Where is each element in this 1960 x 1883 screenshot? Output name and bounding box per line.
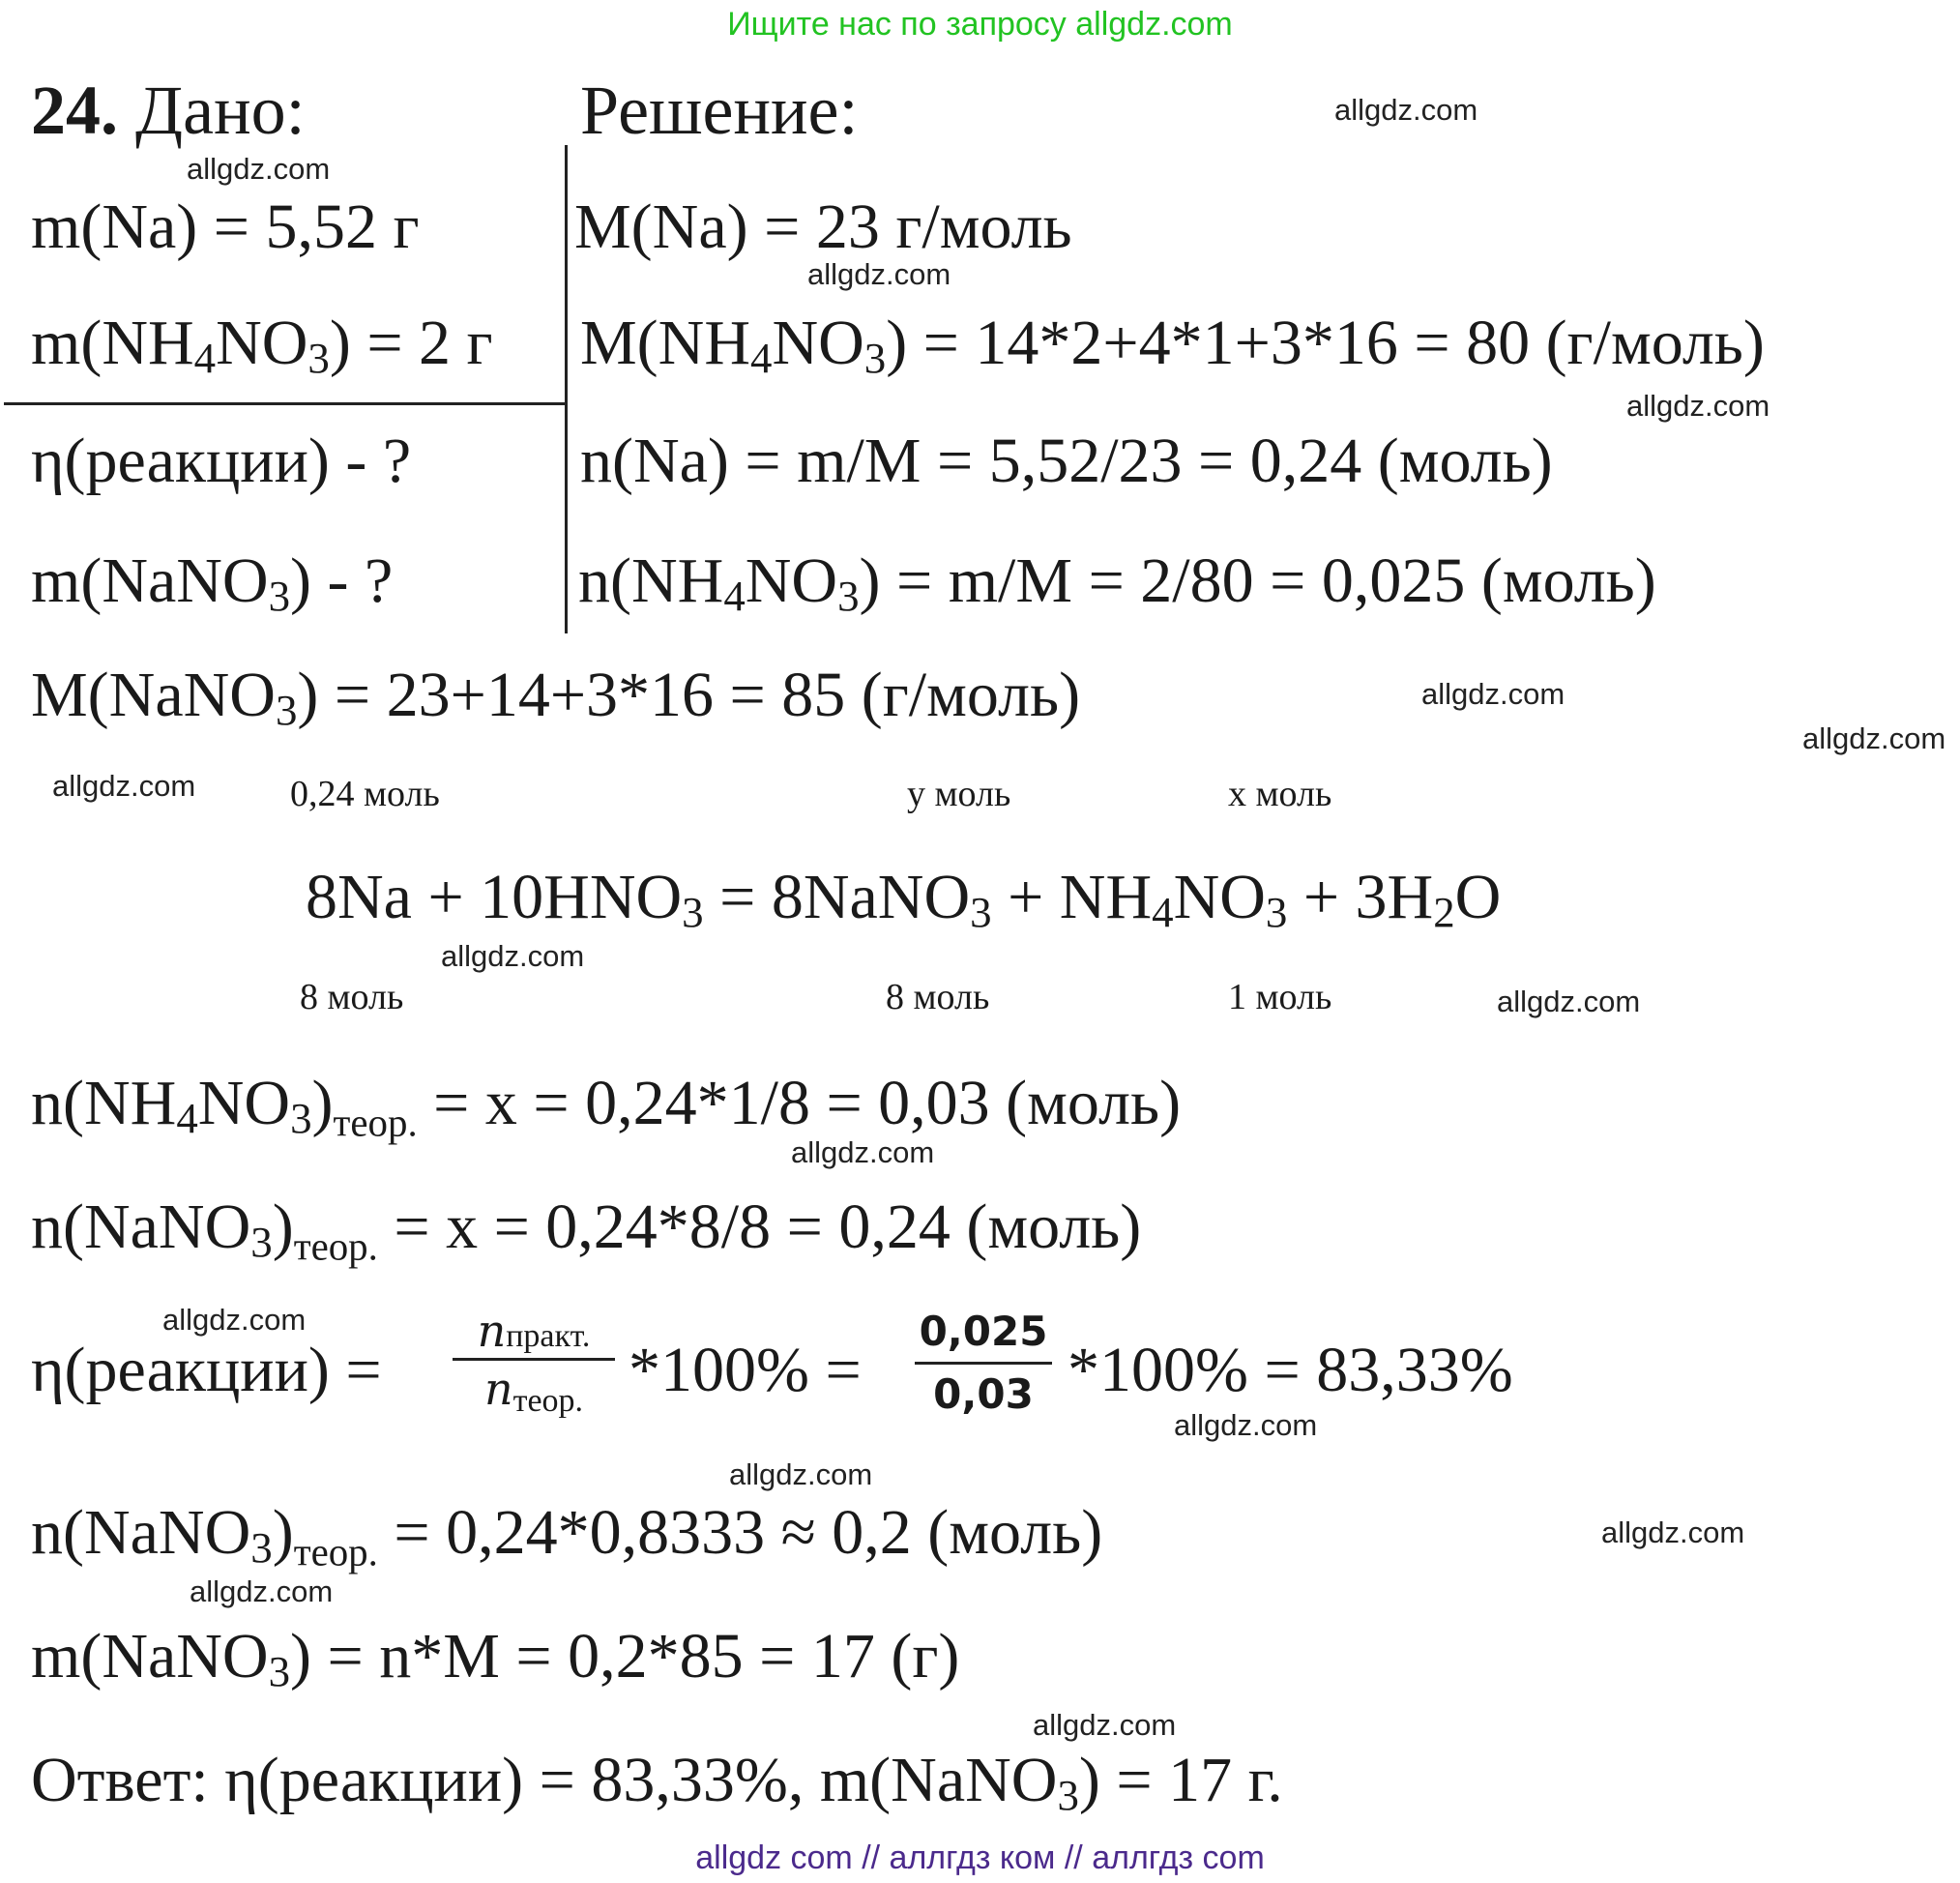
eq-below-na: 8 моль (300, 977, 404, 1017)
molar-mass-na: M(Na) = 23 г/моль (574, 191, 1072, 262)
eq-above-na: 0,24 моль (290, 774, 440, 814)
eta-result: *100% = 83,33% (1068, 1335, 1513, 1405)
mass-nano3: m(NaNO$_3$) = n*M = 0,2*85 = 17 (г) (31, 1621, 960, 1695)
header-search-link[interactable]: Ищите нас по запросу allgdz.com (727, 6, 1233, 43)
given-unknowns-divider (4, 402, 567, 405)
eta-lhs: η(реакции) = (31, 1335, 382, 1405)
given-label: Дано: (135, 72, 306, 149)
eq-below-nh4no3: 1 моль (1228, 977, 1332, 1017)
moles-na: n(Na) = m/M = 5,52/23 = 0,24 (моль) (580, 426, 1553, 496)
theoretical-moles-nano3: n(NaNO$_3$)теор. = x = 0,24*8/8 = 0,24 (моль) (31, 1192, 1142, 1269)
eta-mult-1: *100% = (629, 1335, 862, 1405)
watermark: allgdz.com (1334, 93, 1478, 127)
answer-line: Ответ: η(реакции) = 83,33%, m(NaNO$_3$) = 17 г. (31, 1745, 1283, 1819)
watermark: allgdz.com (1174, 1408, 1318, 1442)
watermark: allgdz.com (1033, 1708, 1177, 1742)
given-m-na: m(Na) = 5,52 г (31, 191, 420, 262)
practical-moles-nano3: n(NaNO$_3$)теор. = 0,24*0,8333 ≈ 0,2 (моль) (31, 1497, 1103, 1574)
problem-heading (31, 72, 306, 149)
unknown-eta: η(реакции) - ? (31, 426, 412, 496)
molar-mass-nh4no3: $M(NH_4NO_3) = 14*2+4*1+3*16 = 80$ (г/моль) (580, 308, 1765, 382)
given-m-nh4no3: $m(NH_4NO_3) = 2$ г (31, 308, 493, 382)
yield-fraction-numeric: 0,025 0,03 (915, 1311, 1052, 1415)
moles-nh4no3: $n(NH_4NO_3) = m/M = 2/80 = 0,025$ (моль) (578, 545, 1656, 620)
given-solution-divider (565, 145, 568, 633)
watermark: allgdz.com (1497, 985, 1641, 1018)
watermark: allgdz.com (190, 1574, 334, 1608)
yield-fraction-symbolic: nпракт. nтеор. (453, 1306, 615, 1423)
watermark: allgdz.com (1421, 677, 1565, 711)
watermark: allgdz.com (807, 257, 951, 291)
watermark: allgdz.com (791, 1135, 935, 1169)
unknown-m-nano3: m(NaNO$_3$) - ? (31, 545, 394, 620)
eq-below-nano3: 8 моль (886, 977, 990, 1017)
footer-links[interactable]: allgdz com // аллгдз ком // аллгдз com (695, 1839, 1265, 1876)
watermark: allgdz.com (1802, 721, 1946, 755)
watermark: allgdz.com (441, 939, 585, 973)
solution-label: Решение: (580, 72, 859, 149)
problem-number: 24. (31, 72, 118, 149)
watermark: allgdz.com (162, 1303, 307, 1337)
watermark: allgdz.com (1601, 1515, 1745, 1549)
reaction-equation: $8Na + 10HNO_3$ = 8NaNO$_3$ + $NH_4NO_3 + 3H_2O$ (306, 862, 1502, 936)
watermark: allgdz.com (187, 152, 331, 186)
watermark: allgdz.com (52, 769, 196, 803)
theoretical-moles-nh4no3: $n(NH_4NO_3)теор$. = x = 0,24*1/8 = 0,03 (моль) (31, 1068, 1182, 1145)
eq-above-nano3: y моль (907, 774, 1011, 814)
eq-above-nh4no3: x моль (1228, 774, 1332, 814)
watermark: allgdz.com (729, 1457, 873, 1491)
molar-mass-nano3: M(NaNO$_3$) = 23+14+3*16 = 85 (г/моль) (31, 660, 1081, 734)
watermark: allgdz.com (1626, 389, 1770, 423)
